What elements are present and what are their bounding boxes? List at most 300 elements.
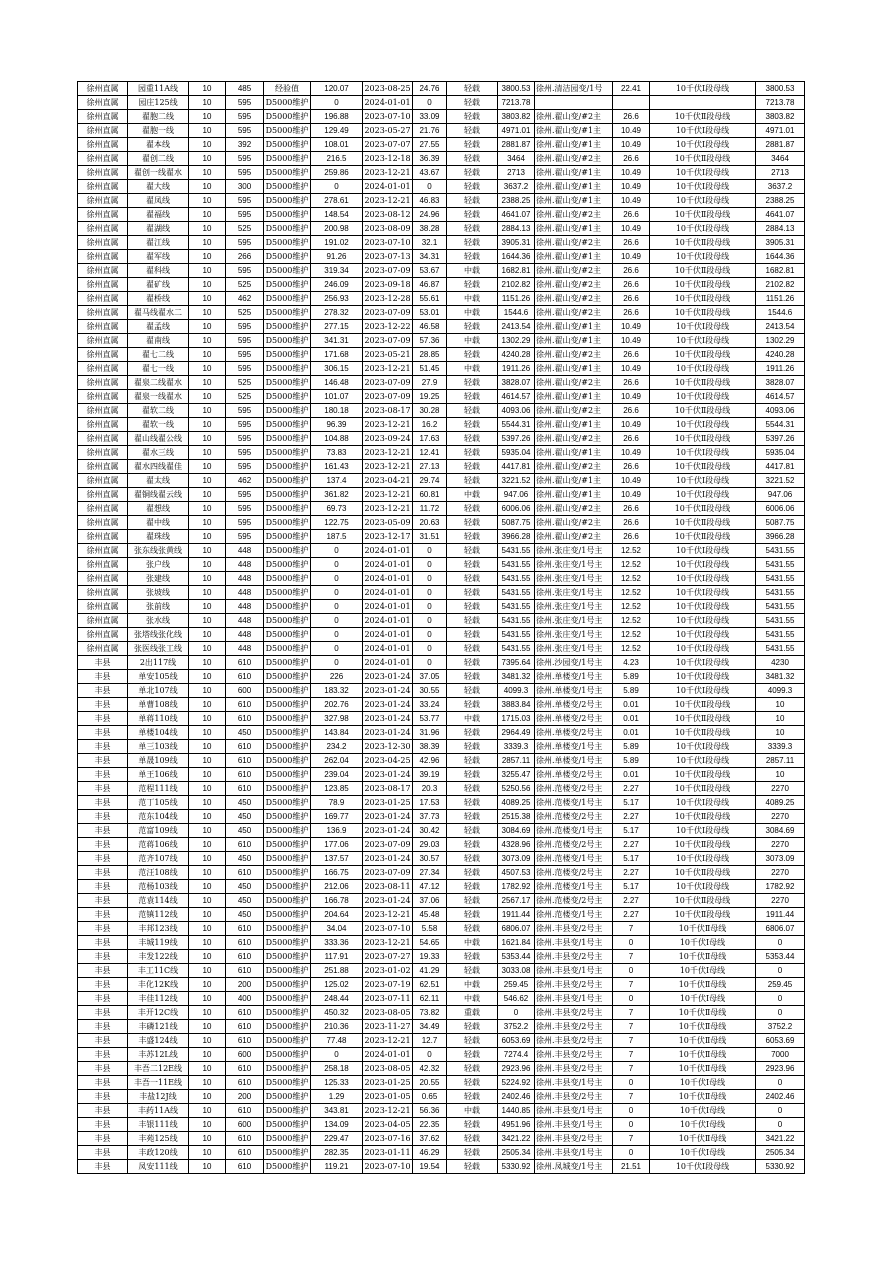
cell-transformer: 徐州.翟山变/#2主 <box>535 278 613 292</box>
cell-unit: 徐州直属 <box>78 544 128 558</box>
cell-rated-current: 300 <box>226 180 264 194</box>
cell-rated-current: 450 <box>226 852 264 866</box>
cell-unit: 徐州直属 <box>78 586 128 600</box>
cell-current: 278.32 <box>311 306 363 320</box>
cell-bus-section: 10千伏Ⅰ段母线 <box>650 684 756 698</box>
cell-transformer-load: 12.52 <box>613 642 650 656</box>
cell-load-status: 轻载 <box>447 390 498 404</box>
cell-load-status: 轻载 <box>447 348 498 362</box>
cell-source: D5000维护 <box>264 250 311 264</box>
cell-source: D5000维护 <box>264 1034 311 1048</box>
cell-unit: 丰县 <box>78 936 128 950</box>
cell-line-name: 张塔线张化线 <box>128 628 189 642</box>
cell-current: 104.88 <box>311 432 363 446</box>
cell-available-capacity: 1911.44 <box>756 908 805 922</box>
cell-unit: 丰县 <box>78 684 128 698</box>
cell-unit: 丰县 <box>78 894 128 908</box>
cell-spare-capacity: 2402.46 <box>498 1090 535 1104</box>
cell-date: 2023-12-21 <box>363 502 413 516</box>
cell-load-rate: 62.11 <box>413 992 447 1006</box>
table-row <box>78 488 805 502</box>
cell-available-capacity: 3073.09 <box>756 852 805 866</box>
cell-bus-section: 10千伏Ⅱ母线 <box>650 978 756 992</box>
cell-available-capacity: 2881.87 <box>756 138 805 152</box>
cell-load-status: 轻载 <box>447 880 498 894</box>
cell-source: D5000维护 <box>264 446 311 460</box>
cell-rated-current: 462 <box>226 292 264 306</box>
cell-spare-capacity: 947.06 <box>498 488 535 502</box>
cell-date: 2023-08-05 <box>363 1062 413 1076</box>
cell-load-status: 轻载 <box>447 544 498 558</box>
cell-transformer: 徐州.丰县变/1号主 <box>535 964 613 978</box>
cell-unit: 徐州直属 <box>78 600 128 614</box>
cell-bus-section: 10千伏Ⅱ母线 <box>650 1020 756 1034</box>
cell-load-rate: 11.72 <box>413 502 447 516</box>
cell-voltage: 10 <box>189 194 226 208</box>
cell-voltage: 10 <box>189 264 226 278</box>
table-row <box>78 726 805 740</box>
cell-rated-current: 448 <box>226 572 264 586</box>
cell-available-capacity: 2402.46 <box>756 1090 805 1104</box>
cell-date: 2023-07-10 <box>363 1160 413 1174</box>
cell-load-status: 轻载 <box>447 138 498 152</box>
cell-current: 333.36 <box>311 936 363 950</box>
cell-voltage: 10 <box>189 334 226 348</box>
cell-transformer-load: 10.49 <box>613 250 650 264</box>
cell-transformer-load: 26.6 <box>613 404 650 418</box>
cell-spare-capacity: 5250.56 <box>498 782 535 796</box>
cell-voltage: 10 <box>189 1118 226 1132</box>
cell-rated-current: 462 <box>226 474 264 488</box>
cell-date: 2023-07-09 <box>363 376 413 390</box>
cell-source: D5000维护 <box>264 432 311 446</box>
table-row <box>78 824 805 838</box>
cell-load-rate: 28.85 <box>413 348 447 362</box>
table-row <box>78 684 805 698</box>
cell-unit: 丰县 <box>78 698 128 712</box>
cell-unit: 徐州直属 <box>78 334 128 348</box>
cell-spare-capacity: 1644.36 <box>498 250 535 264</box>
cell-spare-capacity: 5431.55 <box>498 558 535 572</box>
cell-load-rate: 38.28 <box>413 222 447 236</box>
cell-bus-section: 10千伏Ⅱ母线 <box>650 1090 756 1104</box>
cell-bus-section: 10千伏Ⅰ段母线 <box>650 740 756 754</box>
cell-voltage: 10 <box>189 166 226 180</box>
cell-date: 2023-04-25 <box>363 754 413 768</box>
cell-load-rate: 0 <box>413 572 447 586</box>
cell-unit: 徐州直属 <box>78 292 128 306</box>
cell-load-status: 轻载 <box>447 222 498 236</box>
cell-unit: 丰县 <box>78 656 128 670</box>
cell-transformer: 徐州.翟山变/#1主 <box>535 124 613 138</box>
cell-current: 183.32 <box>311 684 363 698</box>
cell-current: 73.83 <box>311 446 363 460</box>
cell-rated-current: 266 <box>226 250 264 264</box>
cell-transformer-load: 2.27 <box>613 894 650 908</box>
cell-date: 2023-01-02 <box>363 964 413 978</box>
cell-current: 123.85 <box>311 782 363 796</box>
cell-rated-current: 595 <box>226 502 264 516</box>
cell-transformer-load: 26.6 <box>613 502 650 516</box>
cell-load-status: 轻载 <box>447 824 498 838</box>
cell-date: 2023-12-18 <box>363 152 413 166</box>
cell-line-name: 张建线 <box>128 572 189 586</box>
cell-line-name: 丰苏12L线 <box>128 1048 189 1062</box>
cell-available-capacity: 1644.36 <box>756 250 805 264</box>
cell-available-capacity: 7213.78 <box>756 96 805 110</box>
cell-current: 122.75 <box>311 516 363 530</box>
cell-transformer: 徐州.张庄变/1号主 <box>535 544 613 558</box>
cell-unit: 丰县 <box>78 1104 128 1118</box>
cell-transformer: 徐州.翟山变/#2主 <box>535 404 613 418</box>
cell-load-rate: 43.67 <box>413 166 447 180</box>
cell-unit: 丰县 <box>78 824 128 838</box>
cell-bus-section: 10千伏Ⅰ段母线 <box>650 1160 756 1174</box>
cell-available-capacity: 5397.26 <box>756 432 805 446</box>
cell-load-status: 轻载 <box>447 1062 498 1076</box>
cell-date: 2023-07-19 <box>363 978 413 992</box>
cell-current: 34.04 <box>311 922 363 936</box>
cell-line-name: 张户线 <box>128 558 189 572</box>
cell-unit: 丰县 <box>78 1062 128 1076</box>
cell-rated-current: 595 <box>226 460 264 474</box>
cell-load-status: 轻载 <box>447 110 498 124</box>
cell-source: D5000维护 <box>264 516 311 530</box>
cell-voltage: 10 <box>189 208 226 222</box>
cell-available-capacity: 1302.29 <box>756 334 805 348</box>
table-row <box>78 1062 805 1076</box>
cell-date: 2023-07-07 <box>363 138 413 152</box>
cell-source: D5000维护 <box>264 474 311 488</box>
cell-transformer-load: 0 <box>613 1118 650 1132</box>
cell-load-status: 轻载 <box>447 600 498 614</box>
cell-spare-capacity: 5224.92 <box>498 1076 535 1090</box>
cell-voltage: 10 <box>189 502 226 516</box>
cell-voltage: 10 <box>189 404 226 418</box>
cell-bus-section: 10千伏Ⅰ段母线 <box>650 586 756 600</box>
cell-load-rate: 53.01 <box>413 306 447 320</box>
cell-load-rate: 17.63 <box>413 432 447 446</box>
cell-transformer-load: 10.49 <box>613 320 650 334</box>
cell-transformer-load: 5.17 <box>613 852 650 866</box>
table-row <box>78 1006 805 1020</box>
cell-date: 2023-08-17 <box>363 404 413 418</box>
cell-transformer-load: 26.6 <box>613 236 650 250</box>
cell-transformer-load: 5.89 <box>613 670 650 684</box>
cell-available-capacity: 947.06 <box>756 488 805 502</box>
cell-load-status: 中载 <box>447 264 498 278</box>
cell-unit: 丰县 <box>78 754 128 768</box>
cell-transformer: 徐州.凤城变/1号主 <box>535 1160 613 1174</box>
cell-load-rate: 45.48 <box>413 908 447 922</box>
cell-available-capacity: 4614.57 <box>756 390 805 404</box>
cell-load-rate: 38.39 <box>413 740 447 754</box>
cell-line-name: 范齐107线 <box>128 852 189 866</box>
cell-transformer-load: 10.49 <box>613 124 650 138</box>
cell-source: D5000维护 <box>264 558 311 572</box>
cell-unit: 丰县 <box>78 712 128 726</box>
cell-source: D5000维护 <box>264 152 311 166</box>
cell-rated-current: 610 <box>226 1006 264 1020</box>
cell-available-capacity: 3481.32 <box>756 670 805 684</box>
cell-load-status: 轻载 <box>447 1076 498 1090</box>
cell-current: 78.9 <box>311 796 363 810</box>
cell-available-capacity: 3800.53 <box>756 82 805 96</box>
cell-unit: 丰县 <box>78 922 128 936</box>
table-row <box>78 194 805 208</box>
cell-line-name: 翟孟线 <box>128 320 189 334</box>
cell-rated-current: 610 <box>226 782 264 796</box>
cell-available-capacity: 10 <box>756 698 805 712</box>
cell-load-rate: 37.73 <box>413 810 447 824</box>
cell-transformer: 徐州.单楼变/2号主 <box>535 726 613 740</box>
cell-spare-capacity: 3966.28 <box>498 530 535 544</box>
cell-date: 2023-09-24 <box>363 432 413 446</box>
cell-line-name: 翟七一线 <box>128 362 189 376</box>
cell-load-rate: 24.76 <box>413 82 447 96</box>
cell-load-rate: 27.13 <box>413 460 447 474</box>
cell-date: 2023-12-21 <box>363 1104 413 1118</box>
cell-voltage: 10 <box>189 572 226 586</box>
cell-transformer-load: 0 <box>613 1104 650 1118</box>
cell-load-rate: 29.03 <box>413 838 447 852</box>
cell-current: 136.9 <box>311 824 363 838</box>
cell-date: 2024-01-01 <box>363 572 413 586</box>
cell-load-rate: 42.96 <box>413 754 447 768</box>
cell-line-name: 丰吾二12E线 <box>128 1062 189 1076</box>
cell-line-name: 翟泉二线翟水 <box>128 376 189 390</box>
cell-available-capacity: 2270 <box>756 838 805 852</box>
cell-load-status: 轻载 <box>447 376 498 390</box>
cell-transformer: 徐州.张庄变/1号主 <box>535 586 613 600</box>
cell-unit: 丰县 <box>78 838 128 852</box>
cell-date: 2023-01-24 <box>363 670 413 684</box>
cell-date: 2023-12-21 <box>363 908 413 922</box>
cell-current: 0 <box>311 642 363 656</box>
cell-source: D5000维护 <box>264 460 311 474</box>
table-row <box>78 1034 805 1048</box>
cell-current: 187.5 <box>311 530 363 544</box>
cell-rated-current: 450 <box>226 796 264 810</box>
cell-transformer: 徐州.翟山变/#2主 <box>535 432 613 446</box>
cell-spare-capacity: 4417.81 <box>498 460 535 474</box>
cell-source: D5000维护 <box>264 362 311 376</box>
cell-transformer-load: 12.52 <box>613 614 650 628</box>
cell-current: 0 <box>311 180 363 194</box>
cell-line-name: 单安105线 <box>128 670 189 684</box>
cell-line-name: 翟军线 <box>128 250 189 264</box>
cell-date: 2023-01-24 <box>363 698 413 712</box>
cell-transformer: 徐州.丰县变/2号主 <box>535 1090 613 1104</box>
cell-rated-current: 595 <box>226 432 264 446</box>
cell-bus-section: 10千伏Ⅰ段母线 <box>650 138 756 152</box>
cell-bus-section: 10千伏Ⅰ母线 <box>650 1104 756 1118</box>
cell-source: D5000维护 <box>264 740 311 754</box>
cell-unit: 徐州直属 <box>78 614 128 628</box>
table-row <box>78 1076 805 1090</box>
table-row <box>78 82 805 96</box>
cell-transformer-load: 0.01 <box>613 698 650 712</box>
cell-date: 2024-01-01 <box>363 656 413 670</box>
cell-rated-current: 610 <box>226 1104 264 1118</box>
cell-available-capacity: 1911.26 <box>756 362 805 376</box>
cell-voltage: 10 <box>189 978 226 992</box>
cell-spare-capacity: 5431.55 <box>498 572 535 586</box>
cell-transformer-load: 7 <box>613 1062 650 1076</box>
cell-source: D5000维护 <box>264 110 311 124</box>
cell-source: D5000维护 <box>264 1146 311 1160</box>
cell-load-status: 中载 <box>447 488 498 502</box>
cell-current: 1.29 <box>311 1090 363 1104</box>
cell-spare-capacity: 5330.92 <box>498 1160 535 1174</box>
cell-transformer-load: 10.49 <box>613 362 650 376</box>
cell-spare-capacity: 2102.82 <box>498 278 535 292</box>
cell-unit: 丰县 <box>78 1090 128 1104</box>
cell-available-capacity: 4093.06 <box>756 404 805 418</box>
cell-transformer-load: 5.89 <box>613 754 650 768</box>
cell-available-capacity: 2857.11 <box>756 754 805 768</box>
cell-transformer-load: 7 <box>613 1020 650 1034</box>
table-row <box>78 544 805 558</box>
cell-rated-current: 595 <box>226 264 264 278</box>
cell-load-status: 中载 <box>447 306 498 320</box>
cell-bus-section: 10千伏Ⅱ段母线 <box>650 726 756 740</box>
cell-rated-current: 450 <box>226 880 264 894</box>
cell-rated-current: 448 <box>226 614 264 628</box>
cell-available-capacity: 2923.96 <box>756 1062 805 1076</box>
cell-bus-section: 10千伏Ⅰ段母线 <box>650 320 756 334</box>
cell-transformer-load: 7 <box>613 950 650 964</box>
cell-spare-capacity: 2388.25 <box>498 194 535 208</box>
cell-transformer-load: 10.49 <box>613 222 650 236</box>
cell-source: D5000维护 <box>264 222 311 236</box>
cell-spare-capacity: 5431.55 <box>498 642 535 656</box>
cell-transformer: 徐州.翟山变/#2主 <box>535 236 613 250</box>
cell-load-rate: 0 <box>413 642 447 656</box>
cell-spare-capacity: 2567.17 <box>498 894 535 908</box>
cell-date: 2023-07-27 <box>363 950 413 964</box>
cell-source: D5000维护 <box>264 712 311 726</box>
cell-date: 2023-12-22 <box>363 320 413 334</box>
table-row <box>78 222 805 236</box>
cell-line-name: 园重11A线 <box>128 82 189 96</box>
cell-line-name: 翟想线 <box>128 502 189 516</box>
cell-voltage: 10 <box>189 292 226 306</box>
cell-line-name: 翟南线 <box>128 334 189 348</box>
cell-rated-current: 610 <box>226 740 264 754</box>
cell-current: 69.73 <box>311 502 363 516</box>
cell-available-capacity: 2270 <box>756 810 805 824</box>
cell-transformer: 徐州.张庄变/1号主 <box>535 628 613 642</box>
cell-spare-capacity: 7395.64 <box>498 656 535 670</box>
cell-spare-capacity: 3221.52 <box>498 474 535 488</box>
cell-unit: 徐州直属 <box>78 194 128 208</box>
table-row <box>78 796 805 810</box>
cell-unit: 徐州直属 <box>78 516 128 530</box>
cell-unit: 丰县 <box>78 1132 128 1146</box>
cell-unit: 徐州直属 <box>78 628 128 642</box>
cell-transformer-load: 5.17 <box>613 796 650 810</box>
cell-transformer-load: 7 <box>613 1132 650 1146</box>
cell-load-rate: 37.05 <box>413 670 447 684</box>
table-row <box>78 992 805 1006</box>
cell-load-rate: 34.31 <box>413 250 447 264</box>
cell-voltage: 10 <box>189 180 226 194</box>
cell-line-name: 翟矿线 <box>128 278 189 292</box>
cell-voltage: 10 <box>189 824 226 838</box>
cell-available-capacity: 5431.55 <box>756 628 805 642</box>
cell-load-rate: 0 <box>413 586 447 600</box>
cell-voltage: 10 <box>189 656 226 670</box>
cell-available-capacity: 0 <box>756 1104 805 1118</box>
cell-bus-section: 10千伏Ⅱ段母线 <box>650 432 756 446</box>
cell-bus-section: 10千伏Ⅱ段母线 <box>650 838 756 852</box>
cell-rated-current: 610 <box>226 922 264 936</box>
cell-line-name: 翟本线 <box>128 138 189 152</box>
cell-rated-current: 595 <box>226 208 264 222</box>
cell-date: 2024-01-01 <box>363 642 413 656</box>
cell-current: 212.06 <box>311 880 363 894</box>
cell-source: D5000维护 <box>264 810 311 824</box>
cell-unit: 丰县 <box>78 964 128 978</box>
cell-voltage: 10 <box>189 1076 226 1090</box>
cell-voltage: 10 <box>189 278 226 292</box>
cell-voltage: 10 <box>189 152 226 166</box>
table-row <box>78 418 805 432</box>
cell-available-capacity: 0 <box>756 964 805 978</box>
cell-unit: 丰县 <box>78 1076 128 1090</box>
cell-line-name: 翟水三线 <box>128 446 189 460</box>
table-row <box>78 628 805 642</box>
cell-spare-capacity: 3481.32 <box>498 670 535 684</box>
cell-unit: 徐州直属 <box>78 180 128 194</box>
cell-source: D5000维护 <box>264 586 311 600</box>
cell-transformer: 徐州.翟山变/#2主 <box>535 152 613 166</box>
cell-date: 2023-09-18 <box>363 278 413 292</box>
cell-transformer: 徐州.丰县变/2号主 <box>535 1062 613 1076</box>
cell-transformer-load: 0 <box>613 1076 650 1090</box>
cell-available-capacity: 4240.28 <box>756 348 805 362</box>
cell-load-rate: 33.24 <box>413 698 447 712</box>
cell-voltage: 10 <box>189 418 226 432</box>
cell-rated-current: 610 <box>226 698 264 712</box>
cell-load-status: 中载 <box>447 978 498 992</box>
cell-source: D5000维护 <box>264 194 311 208</box>
cell-transformer-load: 12.52 <box>613 558 650 572</box>
cell-voltage: 10 <box>189 1062 226 1076</box>
cell-available-capacity: 6806.07 <box>756 922 805 936</box>
cell-spare-capacity: 1544.6 <box>498 306 535 320</box>
cell-source: D5000维护 <box>264 754 311 768</box>
cell-transformer-load: 12.52 <box>613 600 650 614</box>
cell-date: 2023-07-11 <box>363 992 413 1006</box>
cell-bus-section: 10千伏Ⅱ段母线 <box>650 782 756 796</box>
cell-current: 210.36 <box>311 1020 363 1034</box>
table-row <box>78 152 805 166</box>
cell-current: 125.33 <box>311 1076 363 1090</box>
cell-line-name: 翟创二线 <box>128 152 189 166</box>
cell-rated-current: 610 <box>226 670 264 684</box>
table-row <box>78 572 805 586</box>
cell-voltage: 10 <box>189 1090 226 1104</box>
cell-transformer: 徐州.沙园变/1号主 <box>535 656 613 670</box>
cell-rated-current: 610 <box>226 838 264 852</box>
cell-date: 2023-12-21 <box>363 418 413 432</box>
cell-date: 2023-01-24 <box>363 768 413 782</box>
cell-transformer: 徐州.翟山变/#1主 <box>535 418 613 432</box>
cell-voltage: 10 <box>189 936 226 950</box>
cell-unit: 徐州直属 <box>78 124 128 138</box>
